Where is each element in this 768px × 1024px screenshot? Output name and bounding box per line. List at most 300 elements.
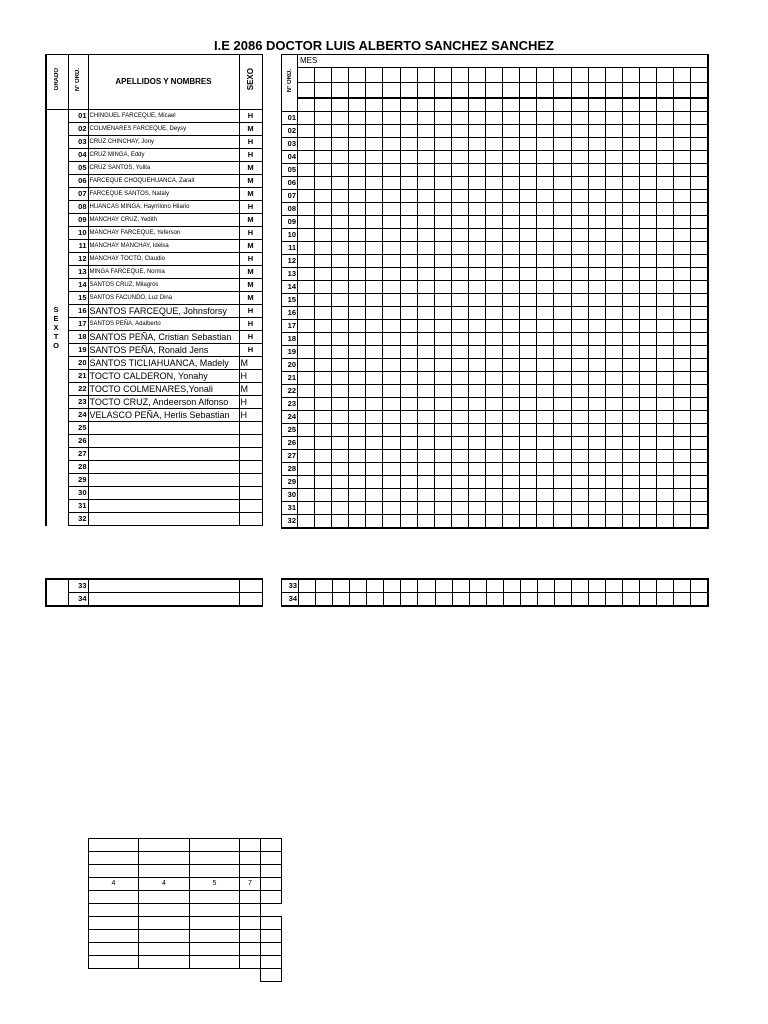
attendance-cell[interactable]	[605, 307, 622, 320]
attendance-cell[interactable]	[366, 307, 383, 320]
attendance-cell[interactable]	[383, 190, 400, 203]
day-header-cell[interactable]	[434, 68, 451, 83]
attendance-cell[interactable]	[298, 515, 315, 529]
attendance-cell[interactable]	[400, 372, 417, 385]
attendance-cell[interactable]	[349, 203, 366, 216]
attendance-cell[interactable]	[622, 359, 639, 372]
attendance-cell[interactable]	[383, 385, 400, 398]
attendance-cell[interactable]	[452, 593, 469, 607]
attendance-cell[interactable]	[503, 138, 520, 151]
attendance-cell[interactable]	[400, 125, 417, 138]
attendance-cell[interactable]	[400, 268, 417, 281]
attendance-cell[interactable]	[622, 151, 639, 164]
attendance-cell[interactable]	[622, 177, 639, 190]
attendance-cell[interactable]	[571, 242, 588, 255]
attendance-cell[interactable]	[468, 268, 485, 281]
attendance-cell[interactable]	[691, 515, 708, 529]
attendance-cell[interactable]	[468, 216, 485, 229]
attendance-cell[interactable]	[298, 489, 315, 502]
attendance-cell[interactable]	[622, 502, 639, 515]
attendance-cell[interactable]	[486, 424, 503, 437]
attendance-cell[interactable]	[622, 450, 639, 463]
attendance-cell[interactable]	[468, 372, 485, 385]
attendance-cell[interactable]	[554, 579, 571, 593]
attendance-cell[interactable]	[366, 398, 383, 411]
attendance-cell[interactable]	[434, 385, 451, 398]
attendance-cell[interactable]	[537, 424, 554, 437]
attendance-cell[interactable]	[656, 489, 673, 502]
attendance-cell[interactable]	[656, 437, 673, 450]
attendance-cell[interactable]	[400, 476, 417, 489]
attendance-cell[interactable]	[298, 320, 315, 333]
attendance-cell[interactable]	[468, 112, 485, 125]
attendance-cell[interactable]	[554, 359, 571, 372]
attendance-cell[interactable]	[503, 255, 520, 268]
attendance-cell[interactable]	[434, 411, 451, 424]
attendance-cell[interactable]	[691, 125, 708, 138]
attendance-cell[interactable]	[486, 476, 503, 489]
attendance-cell[interactable]	[588, 476, 605, 489]
attendance-cell[interactable]	[589, 593, 606, 607]
attendance-cell[interactable]	[332, 242, 349, 255]
attendance-cell[interactable]	[571, 307, 588, 320]
attendance-cell[interactable]	[400, 411, 417, 424]
attendance-cell[interactable]	[486, 450, 503, 463]
attendance-cell[interactable]	[468, 385, 485, 398]
attendance-cell[interactable]	[691, 463, 708, 476]
attendance-cell[interactable]	[605, 164, 622, 177]
attendance-cell[interactable]	[383, 281, 400, 294]
attendance-cell[interactable]	[639, 268, 656, 281]
attendance-cell[interactable]	[691, 411, 708, 424]
attendance-cell[interactable]	[656, 320, 673, 333]
attendance-cell[interactable]	[605, 463, 622, 476]
attendance-cell[interactable]	[639, 333, 656, 346]
attendance-cell[interactable]	[571, 190, 588, 203]
attendance-cell[interactable]	[503, 411, 520, 424]
day-header-cell[interactable]	[298, 98, 315, 112]
day-header-cell[interactable]	[537, 68, 554, 83]
attendance-cell[interactable]	[383, 112, 400, 125]
attendance-cell[interactable]	[691, 151, 708, 164]
attendance-cell[interactable]	[656, 268, 673, 281]
attendance-cell[interactable]	[366, 424, 383, 437]
attendance-cell[interactable]	[468, 125, 485, 138]
attendance-cell[interactable]	[639, 229, 656, 242]
attendance-cell[interactable]	[434, 437, 451, 450]
attendance-cell[interactable]	[315, 255, 332, 268]
attendance-cell[interactable]	[400, 138, 417, 151]
attendance-cell[interactable]	[503, 229, 520, 242]
attendance-cell[interactable]	[639, 307, 656, 320]
attendance-cell[interactable]	[691, 437, 708, 450]
attendance-cell[interactable]	[674, 593, 691, 607]
attendance-cell[interactable]	[451, 372, 468, 385]
attendance-cell[interactable]	[571, 203, 588, 216]
attendance-cell[interactable]	[468, 463, 485, 476]
attendance-cell[interactable]	[571, 398, 588, 411]
day-header-cell[interactable]	[349, 98, 366, 112]
day-header-cell[interactable]	[554, 98, 571, 112]
attendance-cell[interactable]	[434, 346, 451, 359]
day-header-cell[interactable]	[383, 68, 400, 83]
attendance-cell[interactable]	[366, 216, 383, 229]
attendance-cell[interactable]	[451, 398, 468, 411]
attendance-cell[interactable]	[400, 190, 417, 203]
attendance-cell[interactable]	[333, 593, 350, 607]
attendance-cell[interactable]	[588, 138, 605, 151]
attendance-cell[interactable]	[503, 164, 520, 177]
attendance-cell[interactable]	[349, 164, 366, 177]
attendance-cell[interactable]	[520, 255, 537, 268]
attendance-cell[interactable]	[588, 281, 605, 294]
attendance-cell[interactable]	[298, 177, 315, 190]
attendance-cell[interactable]	[554, 385, 571, 398]
attendance-cell[interactable]	[486, 579, 503, 593]
attendance-cell[interactable]	[486, 177, 503, 190]
attendance-cell[interactable]	[674, 489, 691, 502]
attendance-cell[interactable]	[468, 424, 485, 437]
attendance-cell[interactable]	[674, 424, 691, 437]
attendance-cell[interactable]	[486, 515, 503, 529]
attendance-cell[interactable]	[468, 307, 485, 320]
attendance-cell[interactable]	[417, 424, 434, 437]
attendance-cell[interactable]	[674, 203, 691, 216]
attendance-cell[interactable]	[316, 593, 333, 607]
attendance-cell[interactable]	[434, 255, 451, 268]
attendance-cell[interactable]	[622, 112, 639, 125]
attendance-cell[interactable]	[315, 437, 332, 450]
attendance-cell[interactable]	[486, 359, 503, 372]
attendance-cell[interactable]	[486, 593, 503, 607]
day-header-cell[interactable]	[691, 98, 708, 112]
day-header-cell[interactable]	[315, 68, 332, 83]
attendance-cell[interactable]	[554, 502, 571, 515]
attendance-cell[interactable]	[605, 177, 622, 190]
attendance-cell[interactable]	[503, 398, 520, 411]
attendance-cell[interactable]	[451, 242, 468, 255]
attendance-cell[interactable]	[622, 385, 639, 398]
attendance-cell[interactable]	[520, 307, 537, 320]
attendance-cell[interactable]	[503, 125, 520, 138]
attendance-cell[interactable]	[571, 450, 588, 463]
attendance-cell[interactable]	[639, 515, 656, 529]
attendance-cell[interactable]	[434, 372, 451, 385]
attendance-cell[interactable]	[383, 164, 400, 177]
attendance-cell[interactable]	[674, 437, 691, 450]
attendance-cell[interactable]	[315, 411, 332, 424]
attendance-cell[interactable]	[366, 359, 383, 372]
attendance-cell[interactable]	[657, 593, 674, 607]
attendance-cell[interactable]	[520, 294, 537, 307]
day-header-cell[interactable]	[622, 83, 639, 99]
attendance-cell[interactable]	[691, 372, 708, 385]
attendance-cell[interactable]	[691, 385, 708, 398]
attendance-cell[interactable]	[656, 398, 673, 411]
attendance-cell[interactable]	[366, 268, 383, 281]
attendance-cell[interactable]	[656, 138, 673, 151]
attendance-cell[interactable]	[691, 216, 708, 229]
attendance-cell[interactable]	[588, 450, 605, 463]
attendance-cell[interactable]	[656, 281, 673, 294]
attendance-cell[interactable]	[468, 229, 485, 242]
attendance-cell[interactable]	[299, 579, 316, 593]
attendance-cell[interactable]	[349, 125, 366, 138]
day-header-cell[interactable]	[383, 98, 400, 112]
attendance-cell[interactable]	[434, 450, 451, 463]
attendance-cell[interactable]	[332, 476, 349, 489]
day-header-cell[interactable]	[588, 98, 605, 112]
day-header-cell[interactable]	[486, 98, 503, 112]
attendance-cell[interactable]	[537, 359, 554, 372]
attendance-cell[interactable]	[332, 203, 349, 216]
attendance-cell[interactable]	[315, 463, 332, 476]
attendance-cell[interactable]	[674, 411, 691, 424]
day-header-cell[interactable]	[434, 98, 451, 112]
attendance-cell[interactable]	[691, 203, 708, 216]
attendance-cell[interactable]	[434, 489, 451, 502]
attendance-cell[interactable]	[606, 579, 623, 593]
attendance-cell[interactable]	[691, 112, 708, 125]
attendance-cell[interactable]	[588, 268, 605, 281]
attendance-cell[interactable]	[571, 346, 588, 359]
attendance-cell[interactable]	[417, 398, 434, 411]
attendance-cell[interactable]	[554, 463, 571, 476]
attendance-cell[interactable]	[656, 125, 673, 138]
attendance-cell[interactable]	[332, 138, 349, 151]
attendance-cell[interactable]	[400, 216, 417, 229]
attendance-cell[interactable]	[674, 515, 691, 529]
attendance-cell[interactable]	[451, 268, 468, 281]
attendance-cell[interactable]	[434, 216, 451, 229]
attendance-cell[interactable]	[520, 203, 537, 216]
attendance-cell[interactable]	[400, 203, 417, 216]
attendance-cell[interactable]	[468, 242, 485, 255]
attendance-cell[interactable]	[503, 333, 520, 346]
attendance-cell[interactable]	[434, 463, 451, 476]
attendance-cell[interactable]	[622, 476, 639, 489]
attendance-cell[interactable]	[588, 502, 605, 515]
attendance-cell[interactable]	[554, 593, 571, 607]
attendance-cell[interactable]	[417, 411, 434, 424]
attendance-cell[interactable]	[674, 502, 691, 515]
attendance-cell[interactable]	[571, 164, 588, 177]
day-header-cell[interactable]	[383, 83, 400, 99]
attendance-cell[interactable]	[298, 346, 315, 359]
attendance-cell[interactable]	[571, 333, 588, 346]
attendance-cell[interactable]	[400, 437, 417, 450]
attendance-cell[interactable]	[520, 229, 537, 242]
attendance-cell[interactable]	[656, 203, 673, 216]
attendance-cell[interactable]	[298, 307, 315, 320]
attendance-cell[interactable]	[366, 138, 383, 151]
attendance-cell[interactable]	[537, 216, 554, 229]
attendance-cell[interactable]	[332, 112, 349, 125]
attendance-cell[interactable]	[332, 294, 349, 307]
day-header-cell[interactable]	[468, 68, 485, 83]
attendance-cell[interactable]	[520, 515, 537, 529]
attendance-cell[interactable]	[691, 242, 708, 255]
day-header-cell[interactable]	[486, 83, 503, 99]
attendance-cell[interactable]	[503, 242, 520, 255]
attendance-cell[interactable]	[332, 268, 349, 281]
attendance-cell[interactable]	[537, 151, 554, 164]
day-header-cell[interactable]	[691, 83, 708, 99]
attendance-cell[interactable]	[468, 281, 485, 294]
attendance-cell[interactable]	[554, 164, 571, 177]
attendance-cell[interactable]	[486, 112, 503, 125]
attendance-cell[interactable]	[520, 463, 537, 476]
attendance-cell[interactable]	[468, 346, 485, 359]
attendance-cell[interactable]	[332, 346, 349, 359]
attendance-cell[interactable]	[691, 502, 708, 515]
attendance-cell[interactable]	[622, 307, 639, 320]
attendance-cell[interactable]	[468, 411, 485, 424]
attendance-cell[interactable]	[571, 463, 588, 476]
attendance-cell[interactable]	[315, 294, 332, 307]
attendance-cell[interactable]	[383, 502, 400, 515]
day-header-cell[interactable]	[486, 68, 503, 83]
attendance-cell[interactable]	[349, 281, 366, 294]
attendance-cell[interactable]	[451, 190, 468, 203]
attendance-cell[interactable]	[400, 255, 417, 268]
attendance-cell[interactable]	[417, 177, 434, 190]
attendance-cell[interactable]	[332, 177, 349, 190]
attendance-cell[interactable]	[486, 229, 503, 242]
attendance-cell[interactable]	[366, 294, 383, 307]
attendance-cell[interactable]	[434, 502, 451, 515]
attendance-cell[interactable]	[349, 489, 366, 502]
attendance-cell[interactable]	[417, 294, 434, 307]
attendance-cell[interactable]	[486, 268, 503, 281]
attendance-cell[interactable]	[315, 307, 332, 320]
attendance-cell[interactable]	[366, 281, 383, 294]
attendance-cell[interactable]	[417, 164, 434, 177]
attendance-cell[interactable]	[417, 242, 434, 255]
attendance-cell[interactable]	[656, 463, 673, 476]
attendance-cell[interactable]	[537, 268, 554, 281]
attendance-cell[interactable]	[588, 424, 605, 437]
attendance-cell[interactable]	[691, 359, 708, 372]
attendance-cell[interactable]	[486, 372, 503, 385]
attendance-cell[interactable]	[605, 398, 622, 411]
attendance-cell[interactable]	[656, 216, 673, 229]
attendance-cell[interactable]	[622, 437, 639, 450]
attendance-cell[interactable]	[520, 450, 537, 463]
attendance-cell[interactable]	[656, 372, 673, 385]
attendance-cell[interactable]	[674, 307, 691, 320]
attendance-cell[interactable]	[588, 112, 605, 125]
attendance-cell[interactable]	[639, 112, 656, 125]
attendance-cell[interactable]	[605, 359, 622, 372]
attendance-cell[interactable]	[400, 164, 417, 177]
attendance-cell[interactable]	[503, 216, 520, 229]
attendance-cell[interactable]	[434, 268, 451, 281]
attendance-cell[interactable]	[656, 385, 673, 398]
attendance-cell[interactable]	[417, 268, 434, 281]
attendance-cell[interactable]	[639, 320, 656, 333]
attendance-cell[interactable]	[451, 476, 468, 489]
attendance-cell[interactable]	[656, 229, 673, 242]
attendance-cell[interactable]	[503, 320, 520, 333]
day-header-cell[interactable]	[503, 83, 520, 99]
attendance-cell[interactable]	[503, 593, 520, 607]
attendance-cell[interactable]	[383, 138, 400, 151]
attendance-cell[interactable]	[622, 333, 639, 346]
attendance-cell[interactable]	[366, 346, 383, 359]
attendance-cell[interactable]	[417, 229, 434, 242]
attendance-cell[interactable]	[298, 385, 315, 398]
day-header-cell[interactable]	[366, 98, 383, 112]
attendance-cell[interactable]	[451, 320, 468, 333]
attendance-cell[interactable]	[520, 177, 537, 190]
attendance-cell[interactable]	[434, 398, 451, 411]
attendance-cell[interactable]	[639, 242, 656, 255]
attendance-cell[interactable]	[417, 385, 434, 398]
day-header-cell[interactable]	[554, 83, 571, 99]
attendance-cell[interactable]	[639, 125, 656, 138]
attendance-cell[interactable]	[588, 255, 605, 268]
day-header-cell[interactable]	[468, 83, 485, 99]
attendance-cell[interactable]	[417, 125, 434, 138]
attendance-cell[interactable]	[606, 593, 623, 607]
attendance-cell[interactable]	[486, 437, 503, 450]
attendance-cell[interactable]	[451, 281, 468, 294]
attendance-cell[interactable]	[417, 216, 434, 229]
attendance-cell[interactable]	[520, 164, 537, 177]
attendance-cell[interactable]	[588, 229, 605, 242]
attendance-cell[interactable]	[486, 151, 503, 164]
attendance-cell[interactable]	[332, 320, 349, 333]
attendance-cell[interactable]	[400, 177, 417, 190]
attendance-cell[interactable]	[332, 502, 349, 515]
day-header-cell[interactable]	[691, 68, 708, 83]
attendance-cell[interactable]	[605, 424, 622, 437]
attendance-cell[interactable]	[674, 463, 691, 476]
attendance-cell[interactable]	[383, 372, 400, 385]
attendance-cell[interactable]	[315, 372, 332, 385]
attendance-cell[interactable]	[400, 450, 417, 463]
attendance-cell[interactable]	[332, 164, 349, 177]
attendance-cell[interactable]	[366, 125, 383, 138]
attendance-cell[interactable]	[367, 579, 384, 593]
attendance-cell[interactable]	[605, 125, 622, 138]
attendance-cell[interactable]	[366, 255, 383, 268]
attendance-cell[interactable]	[639, 255, 656, 268]
attendance-cell[interactable]	[691, 229, 708, 242]
attendance-cell[interactable]	[332, 190, 349, 203]
attendance-cell[interactable]	[332, 125, 349, 138]
attendance-cell[interactable]	[622, 463, 639, 476]
attendance-cell[interactable]	[622, 489, 639, 502]
attendance-cell[interactable]	[451, 216, 468, 229]
attendance-cell[interactable]	[691, 268, 708, 281]
attendance-cell[interactable]	[349, 268, 366, 281]
attendance-cell[interactable]	[434, 203, 451, 216]
attendance-cell[interactable]	[537, 138, 554, 151]
attendance-cell[interactable]	[537, 515, 554, 529]
attendance-cell[interactable]	[537, 411, 554, 424]
attendance-cell[interactable]	[333, 579, 350, 593]
attendance-cell[interactable]	[468, 320, 485, 333]
attendance-cell[interactable]	[572, 579, 589, 593]
attendance-cell[interactable]	[486, 346, 503, 359]
day-header-cell[interactable]	[588, 83, 605, 99]
attendance-cell[interactable]	[554, 138, 571, 151]
attendance-cell[interactable]	[605, 333, 622, 346]
attendance-cell[interactable]	[468, 502, 485, 515]
attendance-cell[interactable]	[588, 411, 605, 424]
